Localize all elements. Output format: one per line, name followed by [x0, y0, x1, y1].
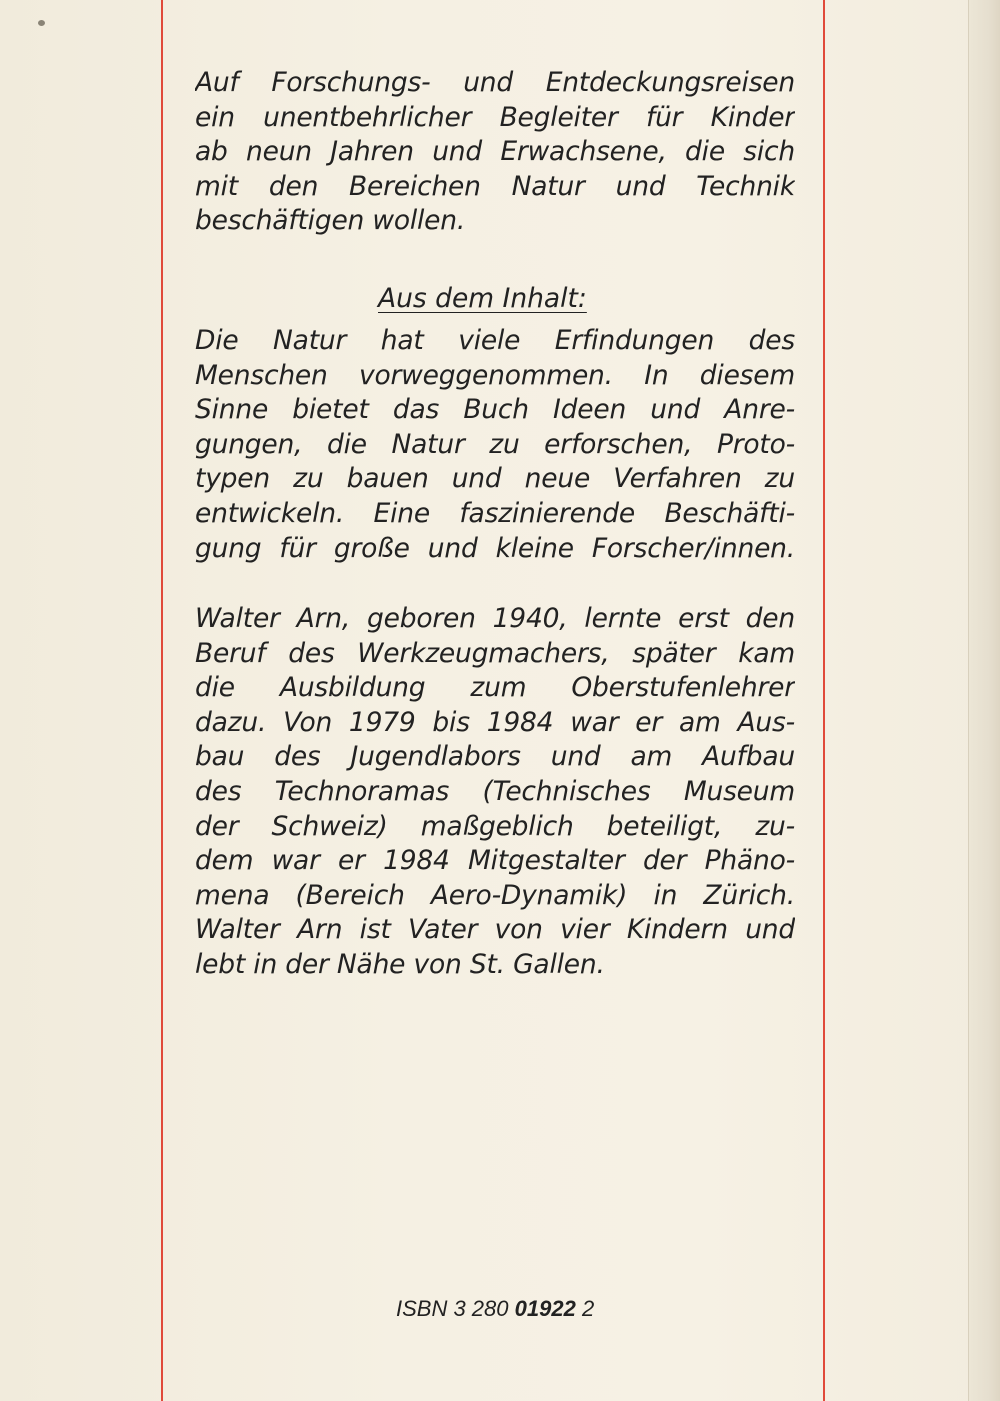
isbn-prefix: ISBN 3 280: [396, 1296, 515, 1321]
red-margin-rule-left: [161, 0, 163, 1401]
bio-line: Beruf des Werkzeugmachers, später kam: [195, 637, 795, 669]
contents-heading: Aus dem Inhalt:: [378, 283, 587, 314]
contents-line: Sinne bietet das Buch Ideen und Anre-: [195, 394, 795, 426]
intro-paragraph: [195, 66, 795, 239]
isbn-number: [396, 1296, 594, 1322]
bio-line: dazu. Von 1979 bis 1984 war er am Aus-: [195, 706, 795, 738]
intro-line: mit den Bereichen Natur und Technik: [195, 170, 795, 202]
author-bio-paragraph: [195, 602, 795, 983]
intro-line: ein unentbehrlicher Begleiter für Kinder: [195, 101, 795, 133]
contents-line: Die Natur hat viele Erfindungen des: [195, 325, 795, 356]
bio-line: mena (Bereich Aero-Dynamik) in Zürich.: [195, 879, 795, 911]
cover-spine-edge: [968, 0, 1000, 1401]
bio-line: Walter Arn ist Vater von vier Kindern und: [195, 914, 795, 946]
bio-line: Walter Arn, geboren 1940, lernte erst den: [195, 603, 795, 634]
bio-line: bau des Jugendlabors und am Aufbau: [195, 741, 795, 773]
isbn-check-digit: 2: [575, 1296, 595, 1321]
contents-line: typen zu bauen und neue Verfahren zu: [195, 463, 795, 495]
contents-line: Menschen vorweggenommen. In diesem: [195, 359, 795, 391]
contents-line: gung für große und kleine Forscher/innen.: [195, 532, 795, 564]
isbn-title-code: 01922: [514, 1296, 576, 1321]
bio-line: dem war er 1984 Mitgestalter der Phäno-: [195, 845, 795, 877]
contents-line: entwickeln. Eine faszinierende Beschäfti-: [195, 497, 795, 529]
red-margin-rule-right: [823, 0, 825, 1401]
intro-line: Auf Forschungs- und Entdeckungsreisen: [195, 67, 795, 98]
paper-speck: [38, 20, 45, 26]
bio-line: die Ausbildung zum Oberstufenlehrer: [195, 672, 795, 704]
contents-line: gungen, die Natur zu erforschen, Proto-: [195, 428, 795, 460]
bio-line: der Schweiz) maßgeblich beteiligt, zu-: [195, 810, 795, 842]
intro-line: ab neun Jahren und Erwachsene, die sich: [195, 136, 795, 168]
intro-line: beschäftigen wollen.: [195, 205, 466, 237]
contents-paragraph: [195, 324, 795, 566]
bio-line: lebt in der Nähe von St. Gallen.: [195, 948, 605, 980]
bio-line: des Technoramas (Technisches Museum: [195, 775, 795, 807]
